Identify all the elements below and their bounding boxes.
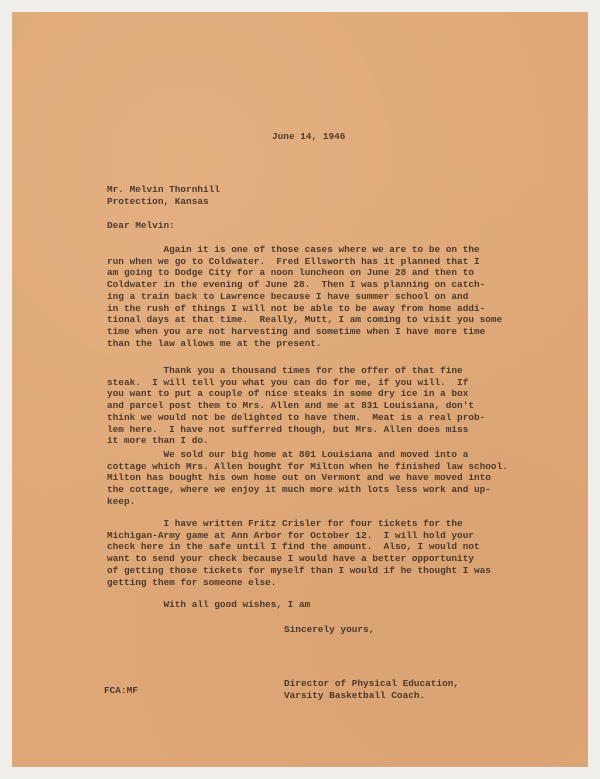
- paragraph-line: getting them for someone else.: [107, 576, 277, 588]
- paragraph-line: I have written Fritz Crisler for four tickets for the: [107, 518, 463, 529]
- paragraph-line: run when we go to Coldwater. Fred Ellsworth has it planned that I: [107, 255, 480, 267]
- paragraph-line: check here in the safe until I find the amount. Also, I would not: [107, 541, 480, 553]
- signature-title: [284, 678, 459, 701]
- paragraph-line: think we would not be delighted to have them. Meat is a real prob-: [107, 411, 486, 423]
- paragraph-line: than the law allows me at the present.: [107, 337, 322, 349]
- paragraph-line: Thank you a thousand times for the offer of that fine: [107, 365, 463, 376]
- paragraph-line: steak. I will tell you what you can do for me, if you will. If: [107, 376, 469, 388]
- typist-initials: FCA:MF: [104, 685, 138, 696]
- paragraph-line: Coldwater in the evening of June 28. Then I was planning on catch-: [107, 279, 486, 291]
- paragraph-line: am going to Dodge City for a noon luncheon on June 28 and then to: [107, 267, 474, 279]
- paragraph-2: [107, 365, 485, 447]
- paragraph-line: of getting those tickets for myself than I would if he thought I was: [107, 564, 491, 576]
- paragraph-line: in the rush of things I will not be able to be away from home addi-: [107, 302, 486, 314]
- paragraph-line: you want to put a couple of nice steaks in some dry ice in a box: [107, 388, 469, 400]
- title-line-2: Varsity Basketball Coach.: [284, 689, 426, 701]
- paragraph-line: Milton has bought his own home out on Vermont and we have moved into: [107, 472, 491, 484]
- paragraph-1: [107, 244, 502, 349]
- paragraph-line: We sold our big home at 801 Louisiana and moved into a: [107, 449, 469, 460]
- paragraph-line: cottage which Mrs. Allen bought for Milton when he finished law school.: [107, 460, 508, 472]
- paragraph-line: keep.: [107, 495, 136, 507]
- paragraph-line: time when you are not harvesting and sometime when I have more time: [107, 325, 486, 337]
- recipient-location: Protection, Kansas: [107, 195, 209, 207]
- paragraph-line: tional days at that time. Really, Mutt, I am coming to visit you some: [107, 314, 503, 326]
- recipient-block: [107, 184, 220, 207]
- valediction: Sincerely yours,: [284, 624, 375, 635]
- recipient-name: Mr. Melvin Thornhill: [107, 184, 220, 195]
- paragraph-line: Michigan-Army game at Ann Arbor for October 12. I will hold your: [107, 529, 474, 541]
- paragraph-line: ing a train back to Lawrence because I have summer school on and: [107, 290, 469, 302]
- paragraph-line: the cottage, where we enjoy it much more with lots less work and up-: [107, 484, 491, 496]
- title-line-1: Director of Physical Education,: [284, 678, 460, 689]
- paragraph-4: [107, 518, 491, 588]
- paragraph-line: lem here. I have not sufferred though, but Mrs. Allen does miss: [107, 423, 469, 435]
- closing-line: With all good wishes, I am: [107, 599, 311, 610]
- paragraph-3: [107, 449, 508, 508]
- letter-date: June 14, 1946: [272, 131, 346, 142]
- salutation: Dear Melvin:: [107, 220, 175, 231]
- paragraph-line: it more than I do.: [107, 435, 209, 447]
- paragraph-line: and parcel post them to Mrs. Allen and me at 831 Louisiana, don't: [107, 400, 474, 412]
- paragraph-line: want to send your check because I would have a better opportunity: [107, 553, 474, 565]
- paragraph-line: Again it is one of those cases where we are to be on the: [107, 244, 480, 255]
